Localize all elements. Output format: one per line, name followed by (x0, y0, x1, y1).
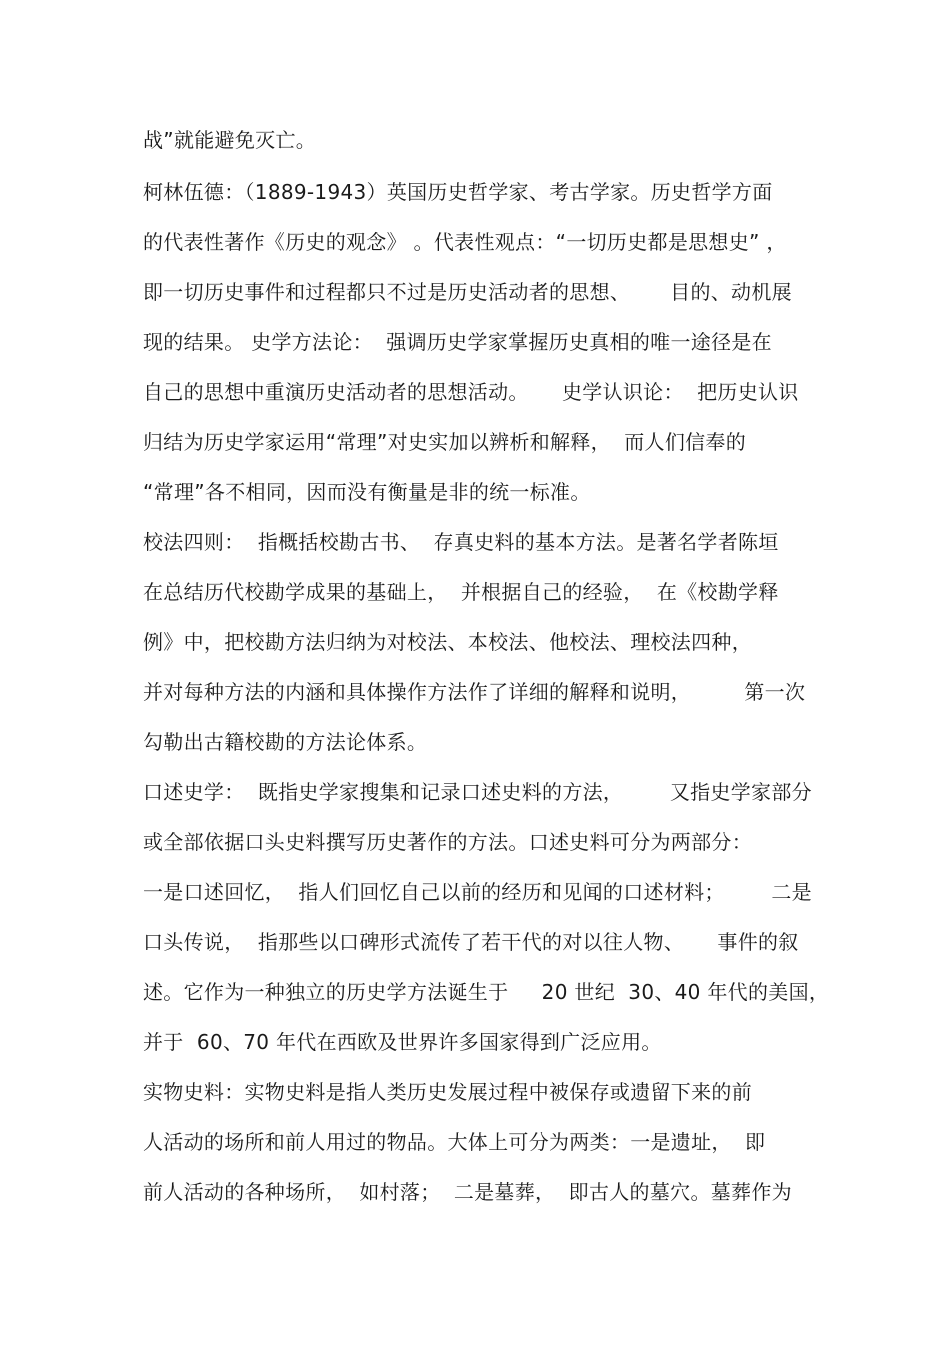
text-line: 勾勒出古籍校勘的方法论体系。 (143, 730, 428, 754)
text-line: 归结为历史学家运用“常理”对史实加以辨析和解释， 而人们信奉的 (143, 430, 747, 454)
text-line: 即一切历史事件和过程都只不过是历史活动者的思想、 目的、动机展 (143, 280, 792, 304)
text-line: 自己的思想中重演历史活动者的思想活动。 史学认识论： 把历史认识 (143, 380, 799, 404)
text-line: “常理”各不相同，因而没有衡量是非的统一标准。 (143, 480, 591, 504)
text-line: 口述史学： 既指史学家搜集和记录口述史料的方法， 又指史学家部分 (143, 780, 812, 804)
text-line: 前人活动的各种场所， 如村落； 二是墓葬， 即古人的墓穴。墓葬作为 (143, 1180, 792, 1204)
text-line: 在总结历代校勘学成果的基础上， 并根据自己的经验， 在《校勘学释 (143, 580, 779, 604)
text-line: 例》中，把校勘方法归纳为对校法、本校法、他校法、理校法四种， (143, 630, 752, 654)
text-line: 一是口述回忆， 指人们回忆自己以前的经历和见闻的口述材料； 二是 (143, 880, 812, 904)
text-line: 实物史料：实物史料是指人类历史发展过程中被保存或遗留下来的前 (143, 1080, 752, 1104)
text-line: 校法四则： 指概括校勘古书、 存真史料的基本方法。是著名学者陈垣 (143, 530, 779, 554)
text-line: 现的结果。 史学方法论： 强调历史学家掌握历史真相的唯一途径是在 (143, 330, 772, 354)
text-line: 并于 60、70 年代在西欧及世界许多国家得到广泛应用。 (143, 1030, 662, 1054)
text-line: 柯林伍德：（1889-1943）英国历史哲学家、考古学家。历史哲学方面 (143, 180, 773, 204)
text-line: 或全部依据口头史料撰写历史著作的方法。口述史料可分为两部分： (143, 830, 752, 854)
text-line: 并对每种方法的内涵和具体操作方法作了详细的解释和说明， 第一次 (143, 680, 806, 704)
text-line: 战”就能避免灭亡。 (143, 128, 317, 152)
text-line: 人活动的场所和前人用过的物品。大体上可分为两类：一是遗址， 即 (143, 1130, 766, 1154)
text-line: 口头传说， 指那些以口碑形式流传了若干代的对以往人物、 事件的叙 (143, 930, 799, 954)
text-line: 的代表性著作《历史的观念》 。代表性观点：“一切历史都是思想史” ， (143, 230, 787, 254)
text-line: 述。它作为一种独立的历史学方法诞生于 20 世纪 30、40 年代的美国， (143, 980, 830, 1004)
